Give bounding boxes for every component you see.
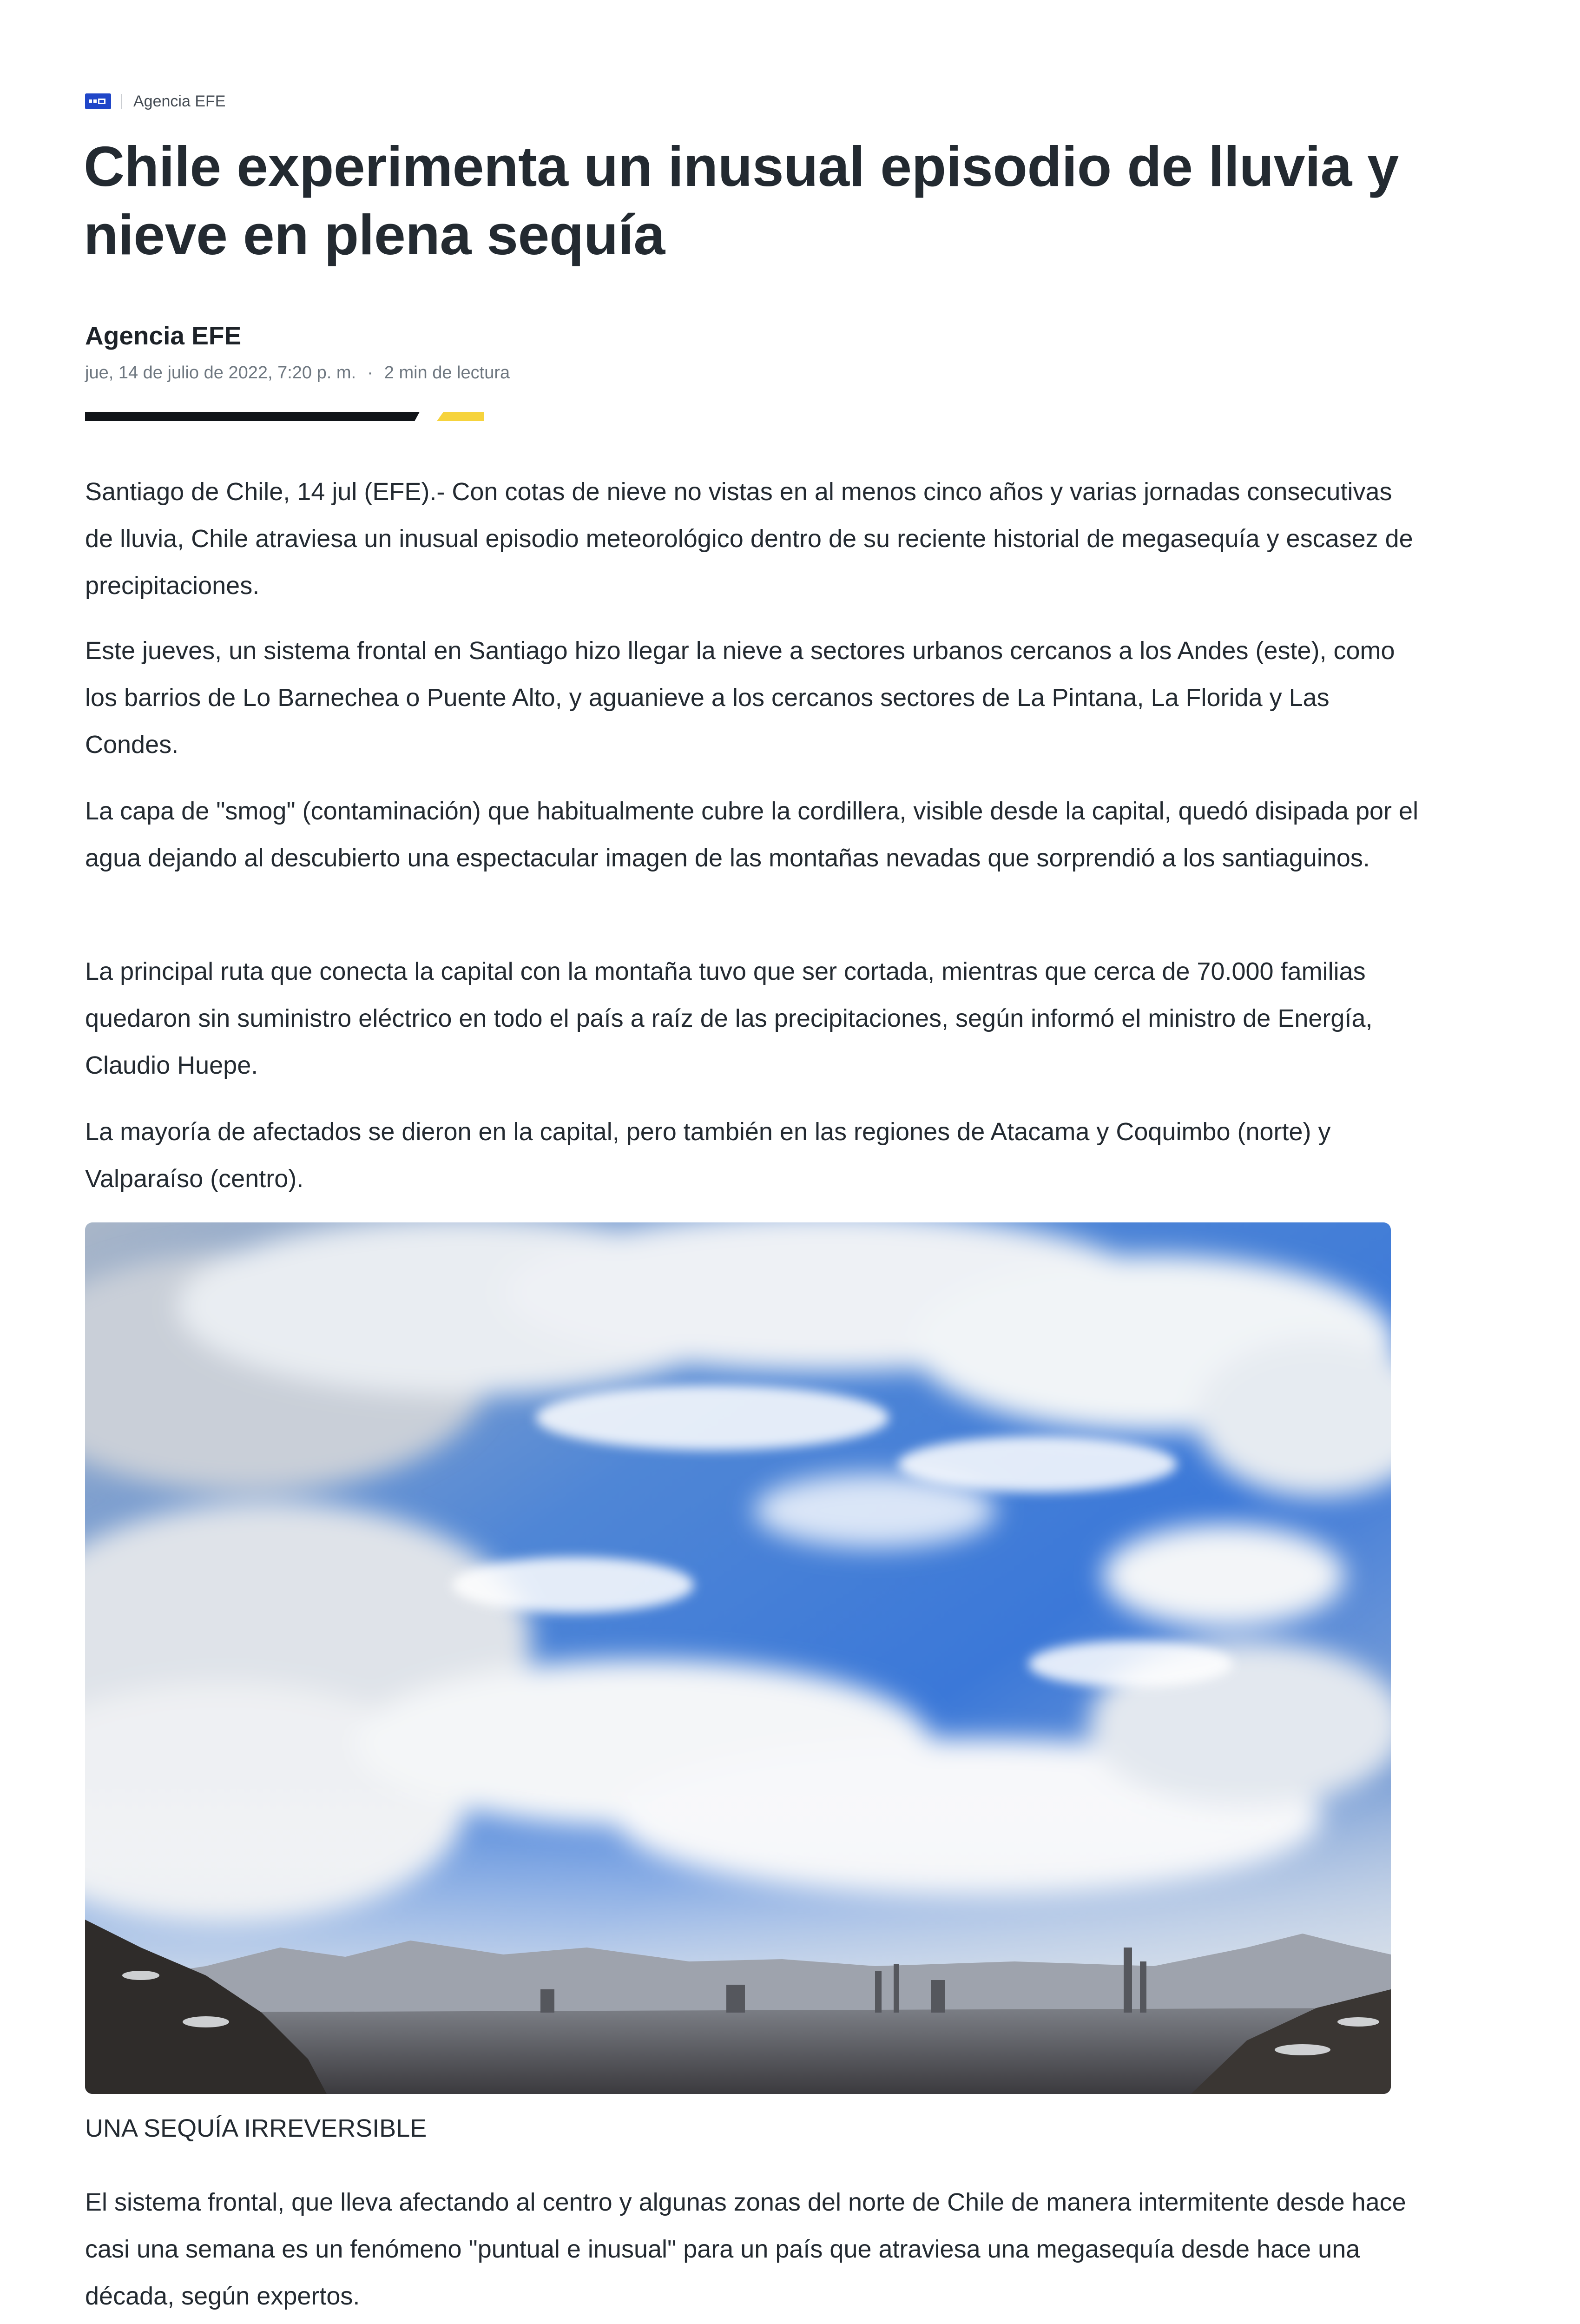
body-paragraph: Este jueves, un sistema frontal en Santiago hizo llegar la nieve a sectores urbanos cercanos a los Andes (este), como los barrios de Lo Barnechea o Puente Alto, y aguanieve a los cercanos sectores de La Pintana, La Florida y Las Condes. [85,637,1395,759]
accent-rule-yellow [437,412,484,421]
section-subheading: UNA SEQUÍA IRREVERSIBLE [85,2114,427,2142]
body-paragraph: La capa de "smog" (contaminación) que habitualmente cubre la cordillera, visible desde la capital, quedó disipada por el agua dejando al descubierto una espectacular imagen de las montañas nevadas que sorprendió a los santiaguinos. [85,797,1419,872]
logo-dot [89,99,92,103]
body-paragraph: Santiago de Chile, 14 jul (EFE).- Con cotas de nieve no vistas en al menos cinco años y varias jornadas consecutivas de lluvia, Chile atraviesa un inusual episodio meteorológico dentro de su reciente historial de megasequía y escasez de precipitaciones. [85,478,1413,600]
accent-rule-black [85,412,420,421]
read-time: 2 min de lectura [384,363,510,383]
article-title: Chile experimenta un inusual episodio de lluvia y nieve en plena sequía [84,135,1399,266]
provider-divider [121,94,122,109]
body-paragraph: La mayoría de afectados se dieron en la capital, pero también en las regiones de Atacama y Coquimbo (norte) y Valparaíso (centro). [85,1118,1331,1193]
meta-separator: · [367,363,373,383]
logo-dot [93,99,97,103]
publish-date: jue, 14 de julio de 2022, 7:20 p. m. [85,363,356,383]
article-photo[interactable] [85,1222,1391,2094]
author-name[interactable]: Agencia EFE [85,321,242,350]
body-paragraph: La principal ruta que conecta la capital con la montaña tuvo que ser cortada, mientras que cerca de 70.000 familias quedaron sin suministro eléctrico en todo el país a raíz de las precipitaciones, según informó el ministro de Energía, Claudio Huepe. [85,957,1373,1079]
provider-header[interactable] [85,91,225,112]
provider-name[interactable]: Agencia EFE [133,92,226,110]
skyline-photo-illustration [85,1222,1391,2094]
article-meta [85,363,510,383]
logo-mark [98,99,105,104]
efe-logo-icon [85,93,111,109]
body-paragraph: El sistema frontal, que lleva afectando al centro y algunas zonas del norte de Chile de manera intermitente desde hace casi una semana es un fenómeno "puntual e inusual" para un país que atraviesa una megasequía desde hace una década, según expertos. [85,2188,1406,2310]
